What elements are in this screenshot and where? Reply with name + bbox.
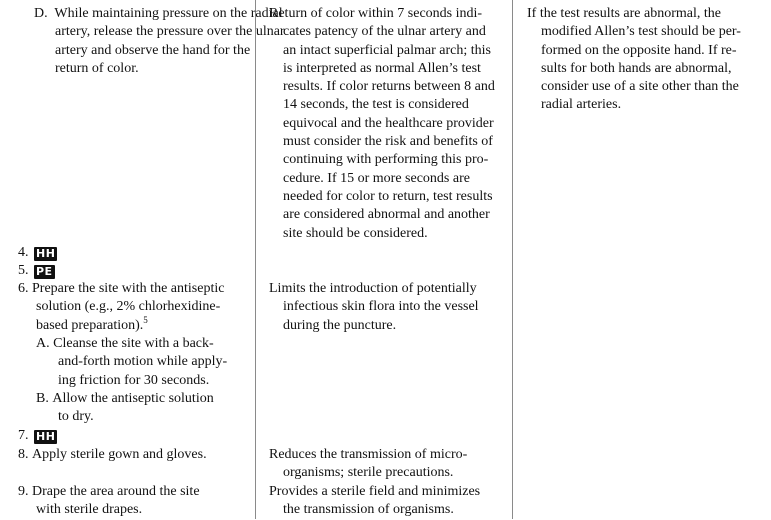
step-5 [18,262,250,280]
reference-superscript: 5 [143,314,148,325]
protective-equipment-icon: PE [36,265,53,278]
step-6a-letter: A. [36,336,50,351]
step-d-rationale: Return of color within 7 seconds indi- cates patency of the ulnar artery and an intact superficial palmar arch; this is interpreted as normal Allen’s test results. If color returns between 8 and 14 seconds, the test is considered equivocal and the healthcare provider must consider the risk and benefits of continuing with performing this pro- cedure. If 15 or more seconds are needed for color to return, test results are considered abnormal and another site should be considered. [269,6,495,241]
step-7-number: 7. [18,428,29,443]
step-8-text: 8. Apply sterile gown and gloves. [18,447,207,462]
step-6a-text: A. Cleanse the site with a back- and-forth motion while apply- ing friction for 30 seconds. [36,336,228,388]
hand-hygiene-icon: HH [36,430,56,443]
step-6b-text: B. Allow the antiseptic solution to dry. [36,391,214,425]
step-5-number: 5. [18,263,29,278]
step-6-rationale: Limits the introduction of potentially infectious skin flora into the vessel during the puncture. [269,281,479,333]
step-6b-letter: B. [36,391,49,406]
step-6-number: 6. [18,281,29,296]
step-7 [18,427,250,445]
step-8-rationale: Reduces the transmission of micro- organisms; sterile precautions. [269,447,468,481]
step-9-rationale: Provides a sterile field and minimizes the transmission of organisms. [269,484,481,518]
hand-hygiene-icon: HH [36,247,56,260]
step-d-text: D. While maintaining pressure on the radial artery, release the pressure over the ulnar artery and observe the hand for the return of color. [34,6,285,76]
step-4 [18,244,250,262]
step-9-text: 9. Drape the area around the site with sterile drapes. [18,484,200,518]
step-9-number: 9. [18,484,29,499]
step-d-special-considerations: If the test results are abnormal, the modified Allen’s test should be per- formed on the opposite hand. If re- sults for both hands are abnormal, consider use of a site other than the radial arteries. [527,6,741,113]
column-divider-2 [512,0,513,519]
step-6-text: 6. Prepare the site with the antiseptic solution (e.g., 2% chlorhexidine- based preparation).$^5$ [18,281,225,333]
step-8-number: 8. [18,447,29,462]
step-4-number: 4. [18,245,29,260]
step-d-letter: D. [34,6,48,21]
